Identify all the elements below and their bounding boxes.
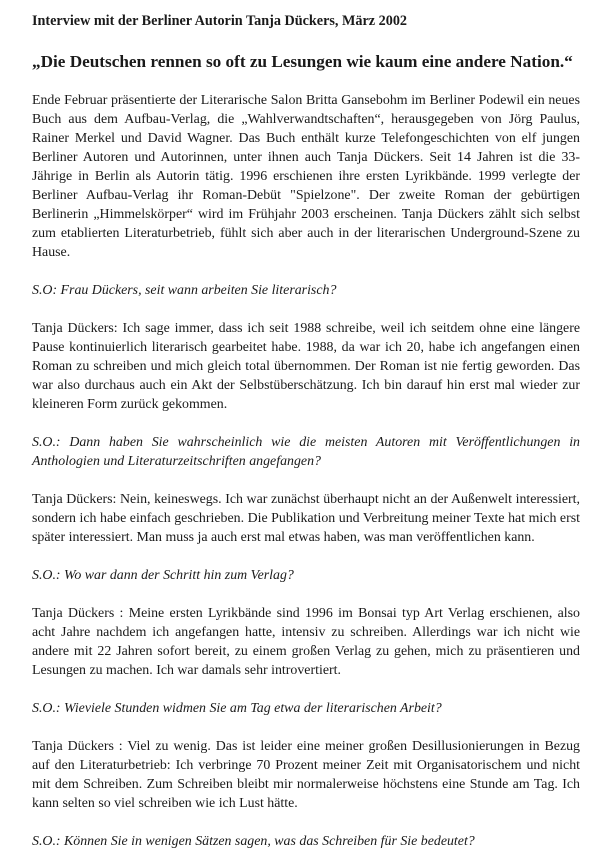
- answer-2: Tanja Dückers: Nein, keineswegs. Ich war zunächst überhaupt nicht an der Außenwelt interessiert, sondern ich habe einfach geschrieben. Die Publikation und Verbreitung meiner Texte hat mich erst später interessiert. Man muss ja auch erst mal etwas haben, was man veröffentlichen kann.: [32, 492, 580, 545]
- document-heading: Interview mit der Berliner Autorin Tanja Dückers, März 2002: [32, 13, 408, 29]
- question-1: S.O: Frau Dückers, seit wann arbeiten Sie literarisch?: [32, 283, 337, 298]
- question-2: S.O.: Dann haben Sie wahrscheinlich wie die meisten Autoren mit Veröffentlichungen in Anthologien und Literaturzeitschriften angefangen?: [32, 435, 580, 469]
- answer-4: Tanja Dückers : Viel zu wenig. Das ist leider eine meiner großen Desillusionierungen in Bezug auf den Literaturbetrieb: Ich verbringe 70 Prozent meiner Zeit mit Organisatorischem und nicht mit dem Schreiben. Zum Schreiben bleibt mir normalerweise höchstens eine Stunde am Tag. Ich kann selten so viel schreiben wie ich Lust hätte.: [32, 739, 580, 811]
- intro-paragraph: Ende Februar präsentierte der Literarische Salon Britta Gansebohm im Berliner Podewil ein neues Buch aus dem Aufbau-Verlag, die „Wahlverwandtschaften“, herausgegeben von Jörg Paulus, Rainer Merkel und David Wagner. Das Buch enthält kurze Telefongeschichten von elf jungen Berliner Autoren und Autorinnen, unter ihnen auch Tanja Dückers. Seit 14 Jahren ist die 33-Jährige in Berlin als Autorin tätig. 1996 erschienen ihre ersten Lyrikbände. 1999 verlegte der Berliner Aufbau-Verlag ihr Roman-Debüt "Spielzone". Der zweite Roman der gebürtigen Berlinerin „Himmelskörper“ wird im Frühjahr 2003 erscheinen. Tanja Dückers zählt sich selbst zum etablierten Literaturbetrieb, fühlt sich aber auch in der literarischen Underground-Szene zu Hause.: [32, 93, 580, 260]
- interview-title: „Die Deutschen rennen so oft zu Lesungen wie kaum eine andere Nation.“: [32, 52, 573, 71]
- question-5: S.O.: Können Sie in wenigen Sätzen sagen, was das Schreiben für Sie bedeutet?: [32, 834, 475, 849]
- document-page: [32, 12, 580, 851]
- answer-1: Tanja Dückers: Ich sage immer, dass ich seit 1988 schreibe, weil ich seitdem ohne eine längere Pause kontinuierlich literarisch gearbeitet habe. 1988, da war ich 20, habe ich angefangen einen Roman zu schreiben und mich gleich total übernommen. Der Roman ist nie fertig geworden. Das war also durchaus auch ein Akt der Selbstüberschätzung. Ich bin darauf hin erst mal wieder zur kleineren Form zurück gekommen.: [32, 321, 580, 412]
- answer-3: Tanja Dückers : Meine ersten Lyrikbände sind 1996 im Bonsai typ Art Verlag erschienen, also acht Jahre nachdem ich angefangen hatte, intensiv zu schreiben. Allerdings war ich nicht wie andere mit 22 Jahren sofort bereit, zu einem großen Verlag zu gehen, mich zu präsentieren und Lesungen zu machen. Ich war damals sehr introvertiert.: [32, 606, 580, 678]
- question-4: S.O.: Wieviele Stunden widmen Sie am Tag etwa der literarischen Arbeit?: [32, 701, 442, 716]
- question-3: S.O.: Wo war dann der Schritt hin zum Verlag?: [32, 568, 294, 583]
